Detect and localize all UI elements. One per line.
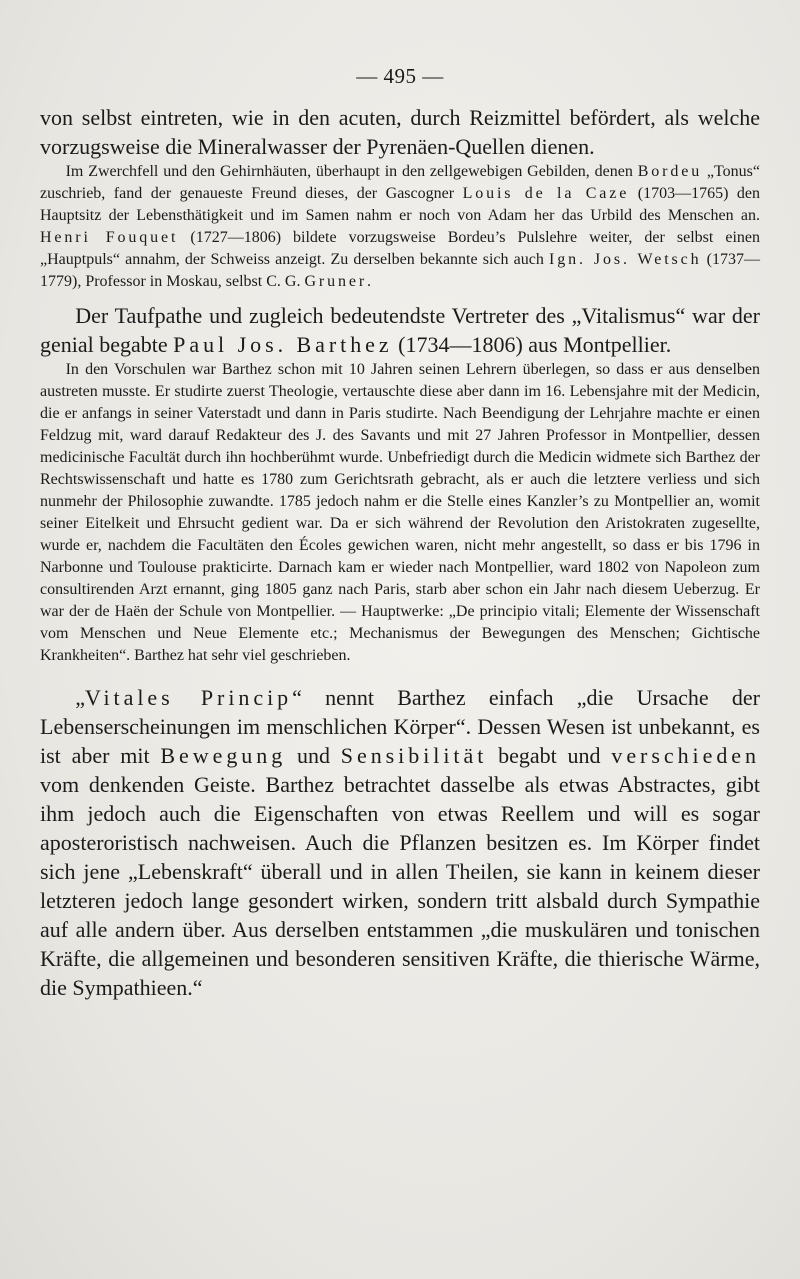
term-bewegung: Bewegung (160, 743, 287, 768)
person-name-wetsch: Ign. Jos. Wetsch (548, 251, 702, 268)
text-run: vom denkenden Geiste. Barthez betrachtet dasselbe als etwas Abstractes, gibt ihm jedoch auch die Eigenschaften von etwas Reellem und will es sogar aposteroristisch nachweisen. Auch die Pflanzen besitzen es. Im Körper findet sich jene „Lebenskraft“ überall und in allen Theilen, sie kann in keinem dieser letzteren jedoch lange gesondert wirken, sondern tritt alsbald durch Sympathie auf alle andern über. Aus derselben entstammen „die muskulären und tonischen Kräfte, die allgemeinen und besonderen sensitiven Kräfte, die thierische Wärme, die Sympathieen.“ (40, 772, 760, 1000)
text-run: “ nennt Barthez einfach „die Ursache der Lebenserscheinungen im menschlichen Körper“. Dessen Wesen ist unbekannt, es ist aber mit (40, 685, 760, 768)
term-verschieden: verschieden (611, 743, 760, 768)
person-name-gruner: Gruner (304, 273, 368, 290)
person-name-la-caze: Louis de la Caze (462, 185, 630, 202)
text-run: begabt und (487, 743, 612, 768)
paragraph-barthez-biography: In den Vorschulen war Barthez schon mit 10 Jahren seinen Lehrern überlegen, so dass er aus denselben austreten musste. Er studirte zuerst Theologie, vertauschte diese aber dann im 16. Lebensjahre mit der Medicin, die er anfangs in seiner Vaterstadt und dann in Paris studirte. Nach Beendigung der Lehrjahre machte er einen Feldzug mit, ward darauf Redakteur des J. des Savants und mit 27 Jahren Professor in Montpellier, dessen medicinische Facultät durch ihn hochberühmt wurde. Unbefriedigt durch die Medicin widmete sich Barthez der Rechtswissenschaft und hatte es 1780 zum Gerichtsrath gebracht, als er auch die letztere verliess und sich nunmehr der Philosophie zuwandte. 1785 jedoch nahm er die Stelle eines Kanzler’s zu Montpellier an, womit seiner Eitelkeit und Ehrsucht gedient war. Da er sich während der Revolution den Aristokraten zugesellte, wurde er, nachdem die Facultäten den Écoles gewichen waren, nicht mehr angestellt, so dass er bis 1796 in Narbonne und Toulouse prakticirte. Darnach kam er wieder nach Montpellier, ward 1802 von Napoleon zum consultirenden Arzt ernannt, ging 1805 ganz nach Paris, starb aber schon ein Jahr nach diesem Ueberzug. Er war der de Haën der Schule von Montpellier. — Hauptwerke: „De principio vitali; Elemente der Wissenschaft vom Menschen und Neue Elemente etc.; Mechanismus der Bewegungen des Menschen; Gichtische Krankheiten“. Barthez hat sehr viel geschrieben. (40, 361, 760, 664)
term-sensibilitaet: Sensibilität (340, 743, 488, 768)
person-name-fouquet: Henri Fouquet (40, 229, 179, 246)
text-run: . (367, 273, 372, 290)
paragraph-continuation: von selbst eintreten, wie in den acuten, durch Reizmittel befördert, als welche vorzugsweise die Mineralwasser der Pyrenäen-Quellen dienen. (40, 105, 760, 159)
paragraph-bordeu (40, 161, 760, 293)
text-run: „ (75, 685, 85, 710)
paragraph-barthez-intro (40, 301, 760, 359)
text-run: Der Taufpathe und zugleich bedeutendste Vertreter des „Vitalismus“ war der genial begabte (40, 303, 760, 357)
person-name-bordeu: Bordeu (637, 163, 703, 180)
text-run: „Tonus“ zuschrieb, fand der genaueste Freund dieses, der Gascogner (40, 163, 760, 202)
text-run: und (286, 743, 341, 768)
text-run: (1727—1806) bildete vorzugsweise Bordeu’s Pulslehre weiter, der selbst einen „Hauptpuls“ annahm, der Schweiss anzeigt. Zu derselben bekannte sich auch (40, 229, 760, 268)
text-run: (1734—1806) aus Montpellier. (392, 332, 672, 357)
page-number: — 495 — (356, 64, 444, 88)
person-name-barthez: Paul Jos. Barthez (173, 332, 393, 357)
term-vitales-princip: Vitales Princip (84, 685, 293, 710)
text-run: (1737—1779), Professor in Moskau, selbst C. G. (40, 251, 760, 290)
text-run: (1703—1765) den Hauptsitz der Lebensthätigkeit und im Samen nahm er noch von Adam her das Urbild des Menschen an. (40, 185, 761, 224)
text-run: Im Zwerchfell und den Gehirnhäuten, überhaupt in den zellgewebigen Gebilden, denen (65, 163, 638, 180)
paragraph-vitales-princip (40, 683, 760, 1002)
